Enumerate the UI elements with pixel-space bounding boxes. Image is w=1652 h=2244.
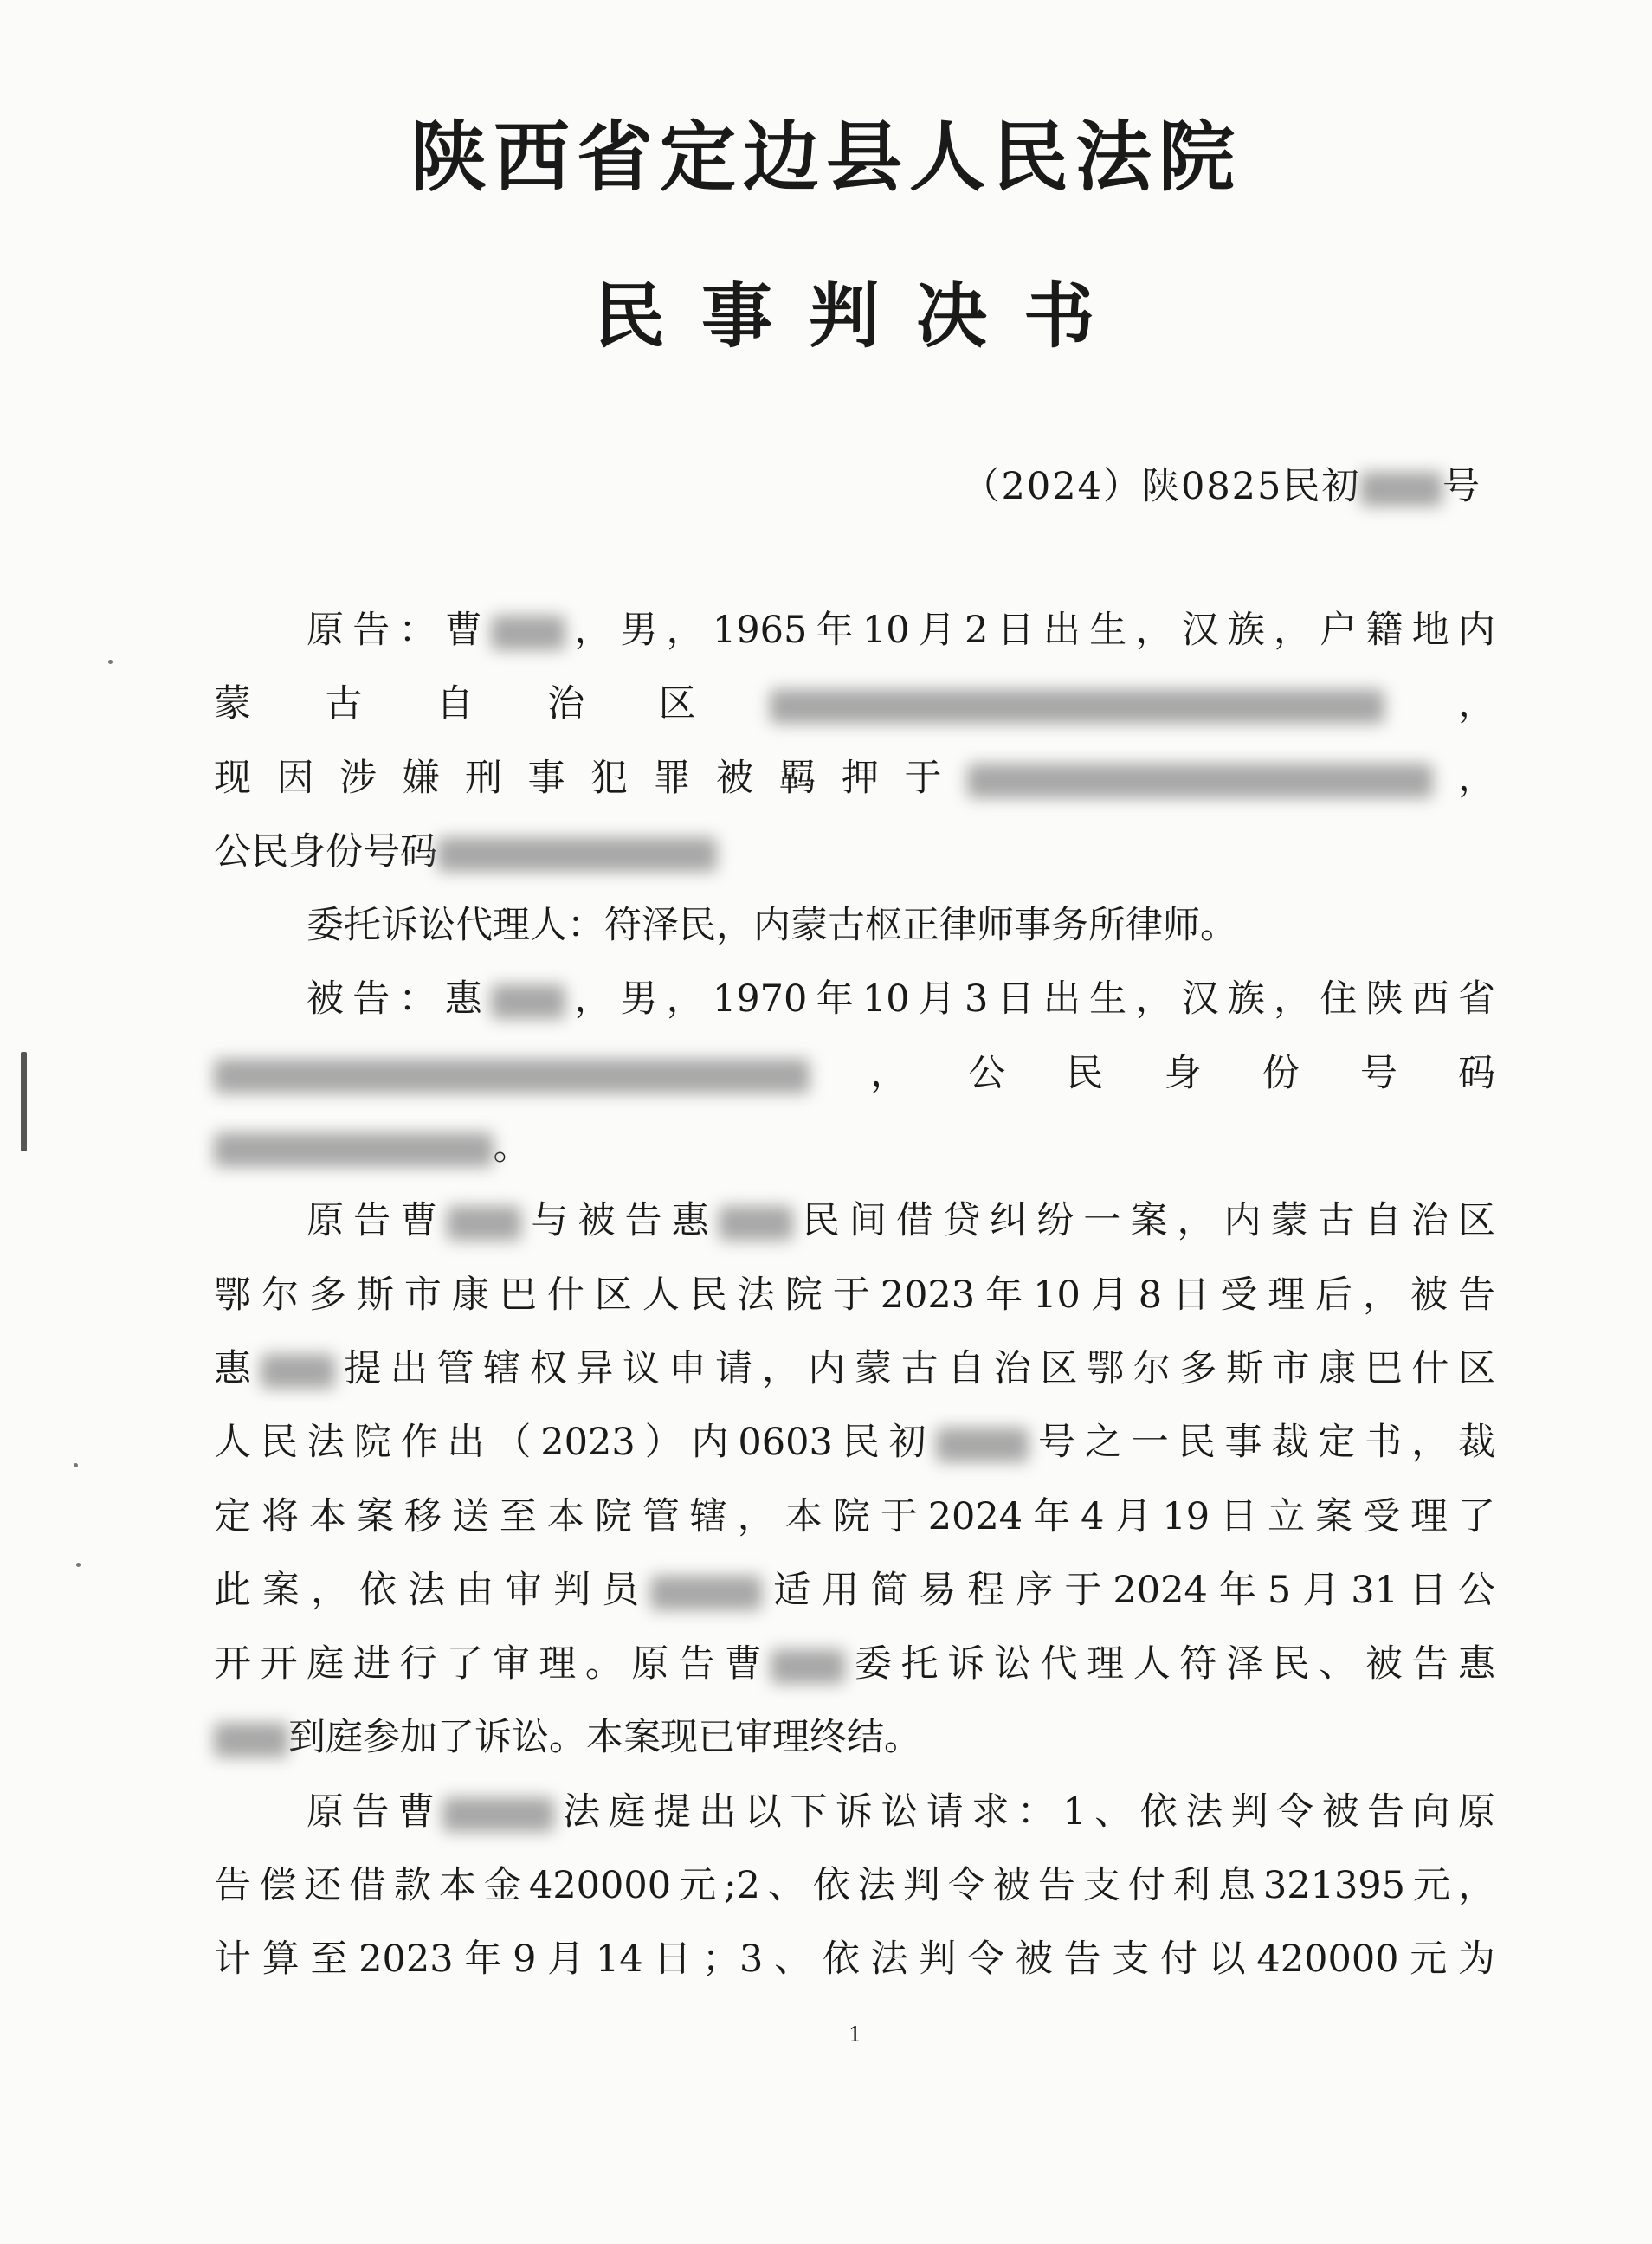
text-line (214, 816, 1495, 889)
court-name-heading: 陕西省定边县人民法院 (410, 112, 1242, 202)
text-line (214, 1406, 1495, 1480)
text-segment: 原告：曹 (307, 609, 491, 652)
redacted-text (214, 1723, 288, 1757)
text-segment: ，男，1965年10月2日出生，汉族，户籍地内 (565, 609, 1496, 652)
text-segment: 委托诉讼代理人符泽民、被告惠 (845, 1642, 1496, 1686)
scan-speck (74, 1463, 78, 1467)
text-segment: 此案，依法由审判员 (214, 1568, 651, 1612)
text-line (214, 1701, 1495, 1775)
text-segment: ，公民身份号码 (810, 1051, 1495, 1095)
text-segment: ， (1432, 756, 1495, 800)
redacted-text (437, 837, 717, 872)
text-segment: 与被告惠 (521, 1199, 719, 1243)
redacted-text (967, 764, 1433, 798)
text-segment: 告偿还借款本金420000元;2、依法判令被告支付利息321395元， (214, 1864, 1495, 1908)
text-segment: 公民身份号码 (214, 829, 437, 874)
text-segment: 提出管辖权异议申请，内蒙古自治区鄂尔多斯市康巴什区 (334, 1346, 1496, 1390)
redacted-text (214, 1059, 810, 1093)
text-segment: 惠 (214, 1346, 261, 1390)
redacted-text (650, 1576, 762, 1610)
text-line (214, 1628, 1495, 1701)
text-line (214, 1332, 1495, 1406)
document-body (214, 594, 1495, 1997)
text-segment: 人民法院作出（2023）内0603民初 (214, 1421, 936, 1465)
redacted-text (936, 1428, 1029, 1462)
case-number (963, 457, 1481, 510)
text-segment: ， (1384, 682, 1496, 726)
text-segment: 开开庭进行了审理。原告曹 (214, 1642, 771, 1686)
binding-mark (21, 1052, 27, 1151)
text-segment: 计算至2023年9月14日；3、依法判令被告支付以420000元为 (214, 1938, 1495, 1982)
text-line (214, 1480, 1495, 1554)
text-segment: 法庭提出以下诉讼请求：1、依法判令被告向原 (554, 1789, 1496, 1834)
text-segment: 被告：惠 (307, 977, 491, 1022)
text-segment: 委托诉讼代理人：符泽民，内蒙古枢正律师事务所律师。 (307, 904, 1237, 948)
text-line (214, 594, 1495, 667)
text-segment: （2024）陕0825民初 (962, 465, 1361, 508)
redacted-text (770, 689, 1384, 724)
text-segment: 号 (1442, 465, 1481, 508)
redacted-text (771, 1649, 845, 1684)
redacted-text (214, 1132, 494, 1167)
text-line (214, 963, 1495, 1036)
text-segment: 原告曹 (307, 1789, 443, 1834)
redacted-text (719, 1206, 793, 1241)
text-line (214, 1923, 1495, 1996)
text-line (214, 1554, 1495, 1628)
text-line (214, 1259, 1495, 1332)
text-line (214, 742, 1495, 816)
page-number: 1 (849, 2022, 862, 2047)
redacted-text (491, 984, 565, 1019)
text-line (214, 889, 1495, 963)
text-line (214, 1184, 1495, 1258)
redacted-text (447, 1206, 521, 1241)
text-segment: ，男，1970年10月3日出生，汉族，住陕西省 (565, 977, 1496, 1022)
text-segment: 号之一民事裁定书，裁 (1029, 1421, 1495, 1465)
redacted-text (1360, 472, 1442, 506)
redacted-text (442, 1797, 554, 1832)
redacted-text (491, 616, 565, 650)
document-type-heading: 民事判决书 (593, 274, 1131, 358)
text-segment: 鄂尔多斯市康巴什区人民法院于2023年10月8日受理后，被告 (214, 1273, 1495, 1317)
redacted-text (261, 1354, 335, 1389)
scan-speck (76, 1563, 81, 1567)
text-segment: 民间借贷纠纷一案，内蒙古自治区 (792, 1199, 1496, 1243)
text-line (214, 1776, 1495, 1849)
text-line (214, 1037, 1495, 1111)
text-segment: 现因涉嫌刑事犯罪被羁押于 (214, 756, 967, 800)
text-segment: 蒙古自治区 (214, 682, 771, 726)
scan-speck (108, 660, 113, 664)
text-segment: 适用简易程序于2024年5月31日公 (762, 1568, 1496, 1612)
text-segment: 。 (493, 1125, 531, 1170)
text-segment: 定将本案移送至本院管辖，本院于2024年4月19日立案受理了 (214, 1494, 1495, 1538)
text-line (214, 667, 1495, 741)
text-segment: 到庭参加了诉讼。本案现已审理终结。 (288, 1716, 921, 1760)
text-segment: 原告曹 (307, 1199, 448, 1243)
text-line (214, 1849, 1495, 1923)
text-line (214, 1111, 1495, 1184)
